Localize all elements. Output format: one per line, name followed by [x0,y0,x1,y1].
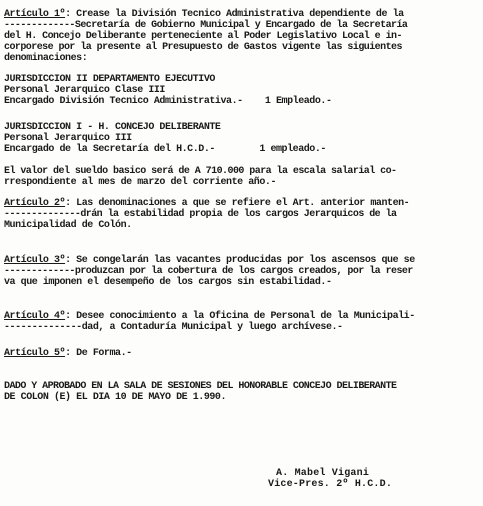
art5-heading: Artículo 5º [4,348,66,359]
art4-line-2: --------------dad, a Contaduría Municipal y luego archívese.- [4,322,343,333]
signature-name: A. Mabel Vigani [276,468,370,479]
art2-heading: Artículo 2º [4,198,66,209]
closing-line-2: DE COLON (E) EL DIA 10 DE MAYO DE 1.990. [4,392,227,403]
art2-line-1: Artículo 2º: Las denominaciones a que se refiere el Art. anterior manten- [4,198,410,209]
jur1-class: Personal Jerarquico Clase III [4,85,165,96]
art2-line-2: --------------drán la estabilidad propia de los cargos Jerarquicos de la [4,209,397,220]
salary-line-1: El valor del sueldo basico será de A 710.000 para la escala salarial co- [4,166,397,177]
closing-line-1: DADO Y APROBADO EN LA SALA DE SESIONES DEL HONORABLE CONCEJO DELIBERANTE [4,381,397,392]
art4-line-1: Artículo 4º: Desee conocimiento a la Oficina de Personal de la Municipali- [4,311,415,322]
art3-line-2: -------------produzcan por la cobertura de los cargos creados, por la reser [4,266,413,277]
jur2-class: Personal Jerarquico III [4,133,132,144]
art1-line-5: denominaciones: [4,53,88,64]
signature-title: Vice-Pres. 2º H.C.D. [268,479,393,490]
jur2-title: JURISDICCION I - H. CONCEJO DELIBERANTE [4,122,221,133]
art3-line-3: va que imponen el desempeño de los cargos sin estabilidad.- [4,277,332,288]
jur1-title: JURISDICCION II DEPARTAMENTO EJECUTIVO [4,74,215,85]
art1-heading: Artículo 1º [4,9,66,20]
jur2-position: Encargado de la Secretaría del H.C.D.- 1 empleado.- [4,144,326,155]
art1-line-3: del H. Concejo Deliberante perteneciente al Poder Legislativo Local e in- [4,31,402,42]
art1-line-2: -------------Secretaría de Gobierno Municipal y Encargado de la Secretaría [4,20,408,31]
art3-heading: Artículo 3º [4,255,66,266]
salary-line-2: rrespondiente al mes de marzo del corriente año.- [4,177,276,188]
art3-line-1: Artículo 3º: Se congelarán las vacantes producidas por los ascensos que se [4,255,415,266]
art1-line-1: Artículo 1º: Crease la División Tecnico Administrativa dependiente de la [4,9,404,20]
art2-line-3: Municipalidad de Colón. [4,220,132,231]
jur1-position: Encargado División Tecnico Administrativa.- 1 Empleado.- [4,96,332,107]
art5-line-1: Artículo 5º: De Forma.- [4,348,132,359]
art4-heading: Artículo 4º [4,311,66,322]
art1-line-4: corporese por la presente al Presupuesto de Gastos vigente las siguientes [4,42,402,53]
